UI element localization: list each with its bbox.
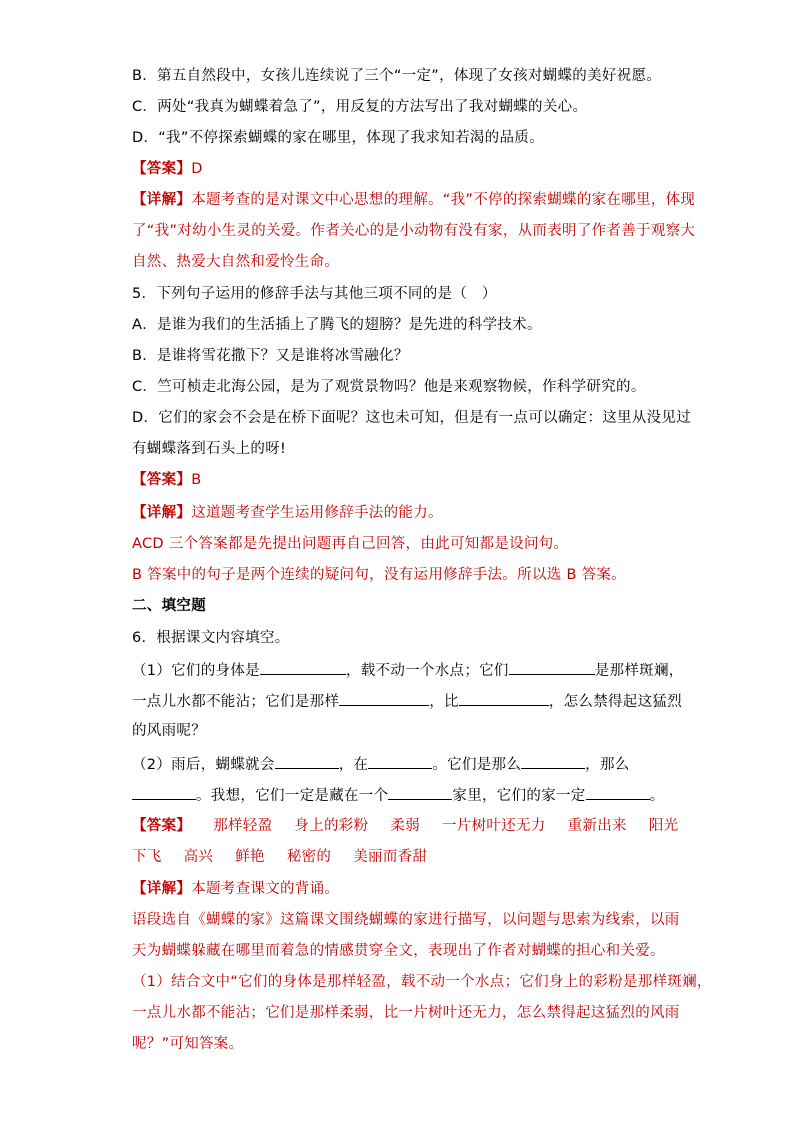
answer-item: 柔弱 — [390, 818, 421, 834]
q4-option-b: B．第五自然段中，女孩儿连续说了三个“一定”，体现了女孩对蝴蝶的美好祝愿。 — [132, 68, 662, 84]
q5-explanation-line-1: 【详解】这道题考查学生运用修辞手法的能力。 — [132, 505, 443, 521]
q6-explanation-line-3: 天为蝴蝶躲藏在哪里而着急的情感贯穿全文，表现出了作者对蝴蝶的担心和关爱。 — [132, 943, 665, 959]
fill-blank — [388, 785, 452, 800]
fill-blank — [368, 754, 432, 769]
q4-option-c: C．两处“我真为蝴蝶着急了”，用反复的方法写出了我对蝴蝶的关心。 — [132, 99, 588, 115]
q6-question: 6．根据课文内容填空。 — [132, 630, 290, 646]
section-title: 二、填空题 — [132, 598, 206, 614]
q6-part2-line-1: （2）雨后，蝴蝶就会 ，在 。它们是那么 ，那么 — [132, 754, 630, 774]
answer-label: 【答案】 — [132, 161, 192, 177]
answer-item: 阳光 — [648, 818, 679, 834]
answer-item: 重新出来 — [567, 818, 627, 834]
answer-label: 【答案】 — [132, 818, 192, 834]
answer-item: 一片树叶还无力 — [442, 818, 546, 834]
q6-explanation-line-2: 语段选自《蝴蝶的家》这篇课文围绕蝴蝶的家进行描写，以问题与思索为线索，以雨 — [132, 912, 680, 928]
q4-explanation-line-2: 了“我”对幼小生灵的关爱。作者关心的是小动物有没有家，从而表明了作者善于观察大 — [132, 223, 696, 239]
q6-part1-line-1: （1）它们的身体是 ，载不动一个水点；它们 是那样斑斓， — [132, 660, 684, 680]
q5-explanation-line-2: ACD 三个答案都是先提出问题再自己回答，由此可知都是设问句。 — [132, 536, 569, 552]
answer-label: 【答案】 — [132, 472, 192, 488]
answer-item: 美丽而香甜 — [353, 849, 428, 865]
fill-blank — [521, 754, 585, 769]
answer-item: 下飞 — [132, 849, 162, 865]
q6-explanation-line-5: 一点儿水都不能沾；它们是那样柔弱，比一片树叶还无力，怎么禁得起这猛烈的风雨 — [132, 1005, 680, 1021]
q5-answer — [132, 471, 201, 489]
q4-explanation-line-1: 【详解】本题考查的是对课文中心思想的理解。“我”不停的探索蝴蝶的家在哪里，体现 — [132, 192, 696, 208]
q5-option-b: B．是谁将雪花撒下？又是谁将冰雪融化？ — [132, 348, 409, 364]
q6-explanation-line-6: 呢？”可知答案。 — [132, 1036, 244, 1052]
answer-item: 鲜艳 — [235, 849, 265, 865]
explain-label: 【详解】 — [132, 192, 192, 208]
fill-blank — [509, 660, 595, 675]
q5-option-d-line-1: D．它们的家会不会是在桥下面呢？这也未可知，但是有一点可以确定：这里从没见过 — [132, 410, 692, 426]
q5-option-d-line-2: 有蝴蝶落到石头上的呀! — [132, 441, 287, 457]
answer-item: 高兴 — [183, 849, 214, 865]
q5-question: 5．下列句子运用的修辞手法与其他三项不同的是（ ） — [132, 286, 497, 302]
q4-explanation-line-3: 自然、热爱大自然和爱怜生命。 — [132, 254, 340, 270]
explain-label: 【详解】 — [132, 505, 192, 521]
fill-blank — [459, 691, 549, 706]
q6-explanation-line-4: （1）结合文中“它们的身体是那样轻盈，载不动一个水点；它们身上的彩粉是那样斑斓， — [132, 974, 712, 990]
q5-explanation-line-3: B 答案中的句子是两个连续的疑问句，没有运用修辞手法。所以选 B 答案。 — [132, 567, 627, 583]
q6-part1-line-2: 一点儿水都不能沾；它们是那样 ，比 ，怎么禁得起这猛烈 — [132, 691, 682, 711]
fill-blank — [586, 785, 650, 800]
q6-answer-line-2 — [132, 848, 449, 866]
q4-answer — [132, 160, 203, 178]
q4-option-d: D．“我”不停探索蝴蝶的家在哪里，体现了我求知若渴的品质。 — [132, 130, 544, 146]
fill-blank — [275, 754, 339, 769]
fill-blank — [339, 691, 429, 706]
explain-label: 【详解】 — [132, 881, 192, 897]
q6-part2-line-2: 。我想，它们一定是藏在一个 家里，它们的家一定 。 — [132, 785, 664, 805]
fill-blank — [260, 660, 346, 675]
answer-item: 身上的彩粉 — [294, 818, 369, 834]
q6-answer-line-1 — [132, 817, 700, 835]
q6-part1-line-3: 的风雨呢？ — [132, 723, 206, 739]
answer-item: 那样轻盈 — [213, 818, 273, 834]
q5-option-a: A．是谁为我们的生活插上了腾飞的翅膀？是先进的科学技术。 — [132, 317, 542, 333]
answer-value: D — [191, 161, 203, 177]
fill-blank — [132, 785, 196, 800]
q6-explanation-line-1: 【详解】本题考查课文的背诵。 — [132, 881, 340, 897]
answer-item: 秘密的 — [286, 849, 332, 865]
answer-value: B — [191, 472, 202, 488]
q5-option-c: C．竺可桢走北海公园，是为了观赏景物吗？他是来观察物候，作科学研究的。 — [132, 379, 646, 395]
